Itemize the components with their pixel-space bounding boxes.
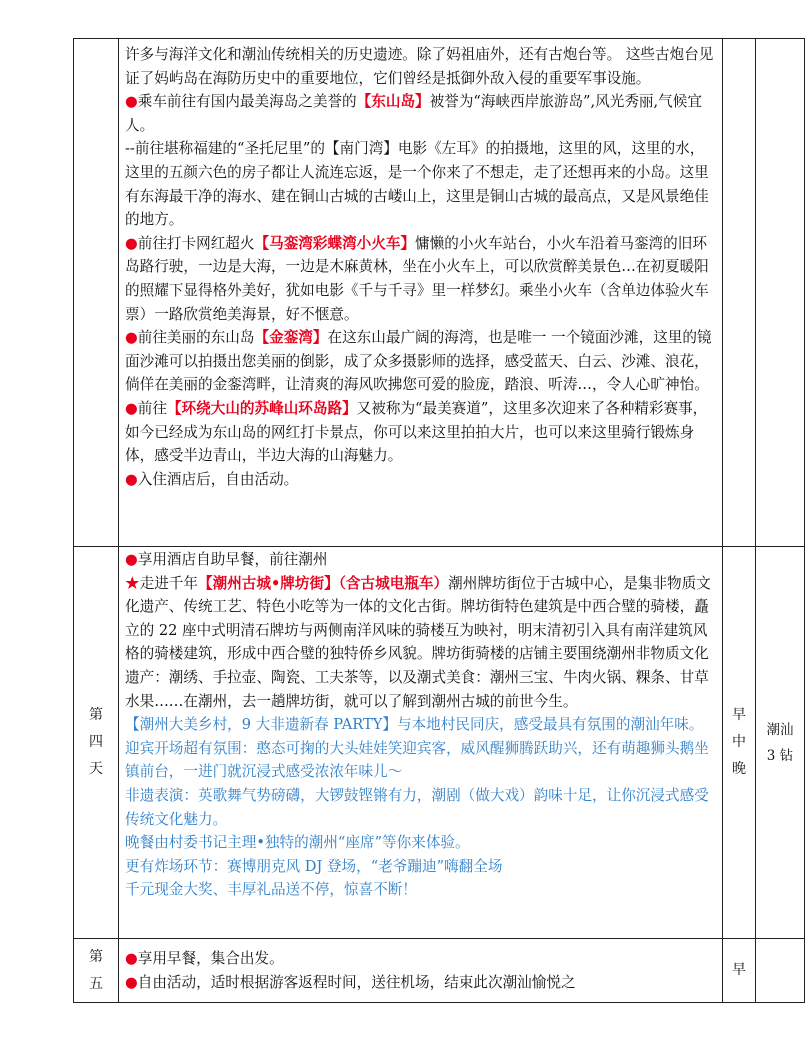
text-segment: 更有炸场环节：赛博朋克风 DJ 登场，“老爷蹦迪”嗨翻全场	[125, 857, 503, 875]
text-segment: 非遗表演：英歌舞气势磅礴，大锣鼓铿锵有力，潮剧（做大戏）韵味十足，让你沉浸式感受传统文化魅力。	[125, 786, 709, 828]
label-line: 天	[89, 761, 103, 777]
text-segment: 【马銮湾彩蝶湾小火车】	[254, 234, 416, 252]
text-segment: 【东山岛】	[356, 93, 430, 111]
text-segment: 迎宾开场超有氛围：憨态可掬的大头娃娃笑迎宾客，威风醒狮腾跃助兴，还有萌趣狮头鹅坐镇前台，一进门就沉浸式感受浓浓年味儿～	[125, 739, 709, 781]
day3-hotel-cell	[756, 39, 805, 547]
text-segment: 【环绕大山的苏峰山环岛路】	[166, 399, 357, 417]
text-segment: 前往美丽的东山岛	[137, 329, 255, 347]
paragraph	[125, 397, 716, 468]
label-line: 早	[732, 962, 746, 978]
paragraph	[125, 713, 716, 737]
bullet-icon: ●	[125, 973, 138, 991]
bullet-icon: ●	[125, 950, 138, 967]
paragraph	[125, 468, 716, 492]
label-line: 四	[89, 734, 103, 750]
text-segment: 又被称为“最美赛道”，这里多次迎来了各种精彩赛事，如今已经成为东山岛的网红打卡景点，你可以来这里拍拍大片，也可以来这里骑行锻炼身体，感受半边青山，半边大海的山海魅力。	[125, 399, 708, 465]
day3-meals-cell	[723, 39, 756, 547]
label-line: 3 钻	[766, 747, 794, 764]
paragraph	[125, 784, 716, 831]
text-segment: 乘车前往有国内最美海岛之美誉的	[137, 93, 357, 111]
bullet-icon: ★	[125, 574, 140, 592]
day5-meals-cell	[723, 939, 756, 1003]
text-segment: 走进千年	[139, 574, 198, 592]
day5-hotel-cell	[756, 939, 805, 1003]
label-line: 第	[89, 707, 103, 723]
day4-description	[119, 547, 722, 902]
day5-row	[74, 939, 805, 1003]
paragraph	[125, 137, 716, 231]
paragraph	[125, 855, 716, 879]
day4-meals-cell	[723, 547, 756, 939]
bullet-icon: ●	[125, 93, 138, 111]
text-segment: 潮州牌坊街位于古城中心，是集非物质文化遗产、传统工艺、特色小吃等为一体的文化古街。牌坊街特色建筑是中西合璧的骑楼，矗立的 22 座中式明清石牌坊与两侧南洋风味的骑楼互为映衬，明末清初引入具有南洋建筑风格的骑楼建筑，形成中西合璧的独特侨乡风貌。牌坊街骑楼的店铺主要围绕潮州非物质文化遗产：潮绣、手拉壶、陶瓷、工夫茶等，以及潮式美食：潮州三宝、牛肉火锅、粿条、甘草水果……在潮州，去一趟牌坊街，就可以了解到潮州古城的前世今生。	[125, 574, 711, 710]
label-line: 第	[89, 948, 103, 965]
bullet-icon: ●	[125, 329, 138, 347]
text-segment: 被誉为“海峡西岸旅游岛”,风光秀丽,气候宜人。	[125, 93, 702, 134]
day3-label-cell	[74, 39, 119, 547]
day5-description	[119, 939, 722, 994]
day4-label	[74, 702, 118, 783]
text-segment: 千元现金大奖、丰厚礼品送不停，惊喜不断！	[125, 881, 417, 899]
day5-label	[74, 944, 118, 998]
day3-description	[119, 39, 722, 491]
day5-description-cell	[119, 939, 723, 1003]
text-segment: 享用酒店自助早餐，前往潮州	[137, 551, 328, 568]
paragraph	[125, 548, 716, 572]
itinerary-table	[73, 38, 805, 1003]
text-segment: 在这东山最广阔的海湾，也是唯一 一个镜面沙滩，这里的镜面沙滩可以拍摄出您美丽的倒影，成了众多摄影师的选择，感受蓝天、白云、沙滩、浪花， 倘佯在美丽的金銮湾畔，让清爽的海风吹拂您可爱的脸庞，踏浪、听涛…，令人心旷神怡。	[125, 329, 712, 394]
day5-label-cell	[74, 939, 119, 1003]
paragraph	[125, 947, 716, 971]
bullet-icon: ●	[125, 470, 138, 488]
text-segment: 前往打卡网红超火	[137, 234, 255, 252]
paragraph	[125, 232, 716, 326]
label-line: 中	[732, 734, 746, 750]
text-segment: 【潮州大美乡村，9 大非遗新春 PARTY】与本地村民同庆，感受最具有氛围的潮汕年味。	[125, 716, 704, 734]
text-segment: 自由活动，适时根据游客返程时间，送往机场，结束此次潮汕愉悦之	[137, 973, 576, 991]
text-segment: 慵懒的小火车站台，小火车沿着马銮湾的旧环岛路行驶，一边是大海，一边是木麻黄林，坐在小火车上，可以欣赏醉美景色…在初夏暖阳的照耀下显得格外美好，犹如电影《千与千寻》里一样梦幻。乘坐小火车（含单边体验火车票）一路欣赏绝美海景，好不惬意。	[125, 234, 709, 323]
paragraph	[125, 831, 716, 855]
label-line: 五	[89, 975, 103, 992]
paragraph	[125, 572, 716, 714]
text-segment: 【潮州古城•牌坊街】（含古城电瓶车）	[198, 574, 449, 592]
day3-description-cell	[119, 39, 723, 547]
text-segment: 享用早餐，集合出发。	[137, 950, 284, 967]
paragraph	[125, 90, 716, 137]
text-segment: 【金銮湾】	[254, 329, 328, 347]
day4-row	[74, 547, 805, 939]
text-segment: 晚餐由村委书记主理•独特的潮州“座席”等你来体验。	[125, 834, 470, 852]
day3-row	[74, 39, 805, 547]
label-line: 潮汕	[766, 721, 794, 738]
text-segment: 前往	[137, 399, 167, 417]
paragraph	[125, 43, 716, 90]
label-line: 早	[732, 707, 746, 723]
label-line: 晚	[732, 761, 746, 777]
paragraph	[125, 971, 716, 995]
day4-description-cell	[119, 547, 723, 939]
day4-hotel-cell	[756, 547, 805, 939]
day4-hotel	[756, 717, 804, 769]
paragraph	[125, 878, 716, 902]
text-segment: --前往堪称福建的“圣托尼里”的【南门湾】电影《左耳》的拍摄地，这里的风，这里的水，这里的五颜六色的房子都让人流连忘返，是一个你来了不想走，走了还想再来的小岛。这里有东海最干净的海水、建在铜山古城的古嵝山上，这里是铜山古城的最高点，又是风景绝佳的地方。	[125, 140, 709, 229]
text-segment: 许多与海洋文化和潮汕传统相关的历史遗迹。除了妈祖庙外，还有古炮台等。 这些古炮台见证了妈屿岛在海防历史中的重要地位，它们曾经是抵御外敌入侵的重要军事设施。	[125, 46, 714, 87]
day4-meals	[723, 702, 755, 783]
bullet-icon: ●	[125, 234, 138, 252]
bullet-icon: ●	[125, 551, 138, 568]
paragraph	[125, 737, 716, 784]
paragraph	[125, 326, 716, 397]
bullet-icon: ●	[125, 399, 138, 417]
text-segment: 入住酒店后，自由活动。	[137, 470, 299, 488]
day5-meals	[723, 957, 755, 984]
day4-label-cell	[74, 547, 119, 939]
